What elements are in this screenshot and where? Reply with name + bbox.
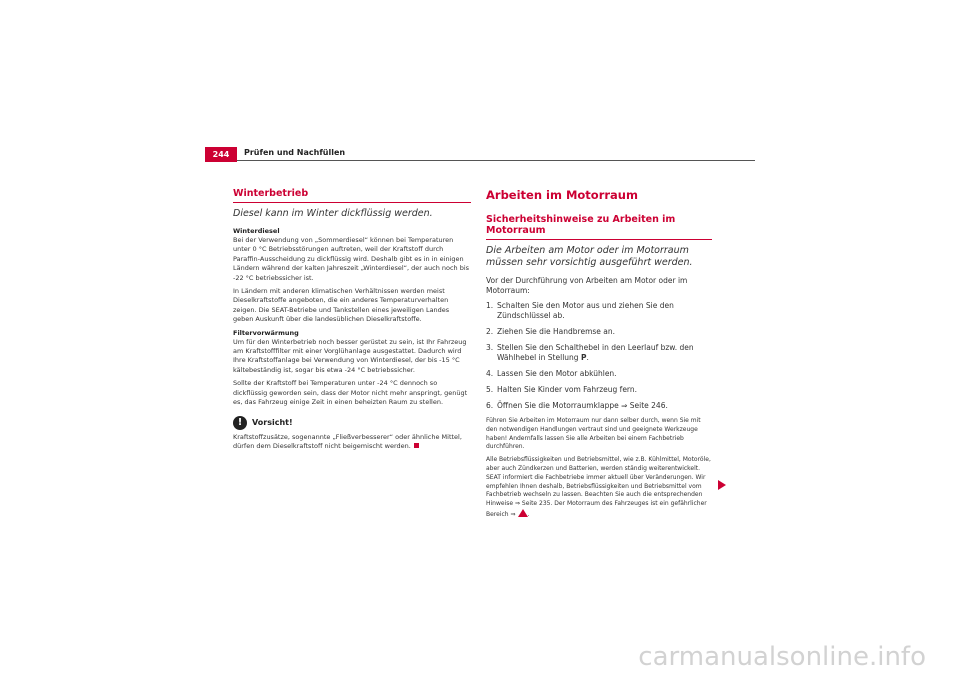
heading-winterdiesel: Winterdiesel [233, 227, 280, 235]
step-text-block [497, 343, 712, 363]
step-number: 1. [486, 301, 494, 310]
list-item [486, 343, 712, 363]
list-item [486, 369, 712, 379]
main-title: Arbeiten im Motorraum [486, 188, 638, 202]
heading-filtervorwaermung: Filtervorwärmung [233, 328, 299, 337]
section-title-winterbetrieb: Winterbetrieb [233, 188, 471, 203]
right-column [486, 188, 712, 524]
list-item [486, 327, 712, 337]
paragraph: Um für den Winterbetrieb noch besser gerüstet zu sein, ist Ihr Fahrzeug am Kraftstofffilter mit einer Vorglühanlage ausgestattet. Dadurch wird Ihre Kraftstoffanlage bei Verwendung von Winterdiesel, der bis -15 °C kältebeständig ist, sogar bis etwa -24 °C betriebssicher. [233, 337, 467, 374]
step-text: Schalten Sie den Motor aus und ziehen Sie den Zündschlüssel ab. [497, 301, 674, 320]
list-item [486, 385, 712, 395]
section-subtitle: Diesel kann im Winter dickflüssig werden. [233, 208, 433, 219]
list-item [486, 301, 712, 321]
section-subtitle: Die Arbeiten am Motor oder im Motorraum müssen sehr vorsichtig ausgeführt werden. [486, 245, 693, 268]
step-text: Halten Sie Kinder vom Fahrzeug fern. [497, 385, 638, 394]
warning-triangle-icon [518, 509, 528, 517]
paragraph: In Ländern mit anderen klimatischen Verhältnissen werden meist Dieselkraftstoffe angeboten, die ein anderes Temperaturverhalten zeigen. Die SEAT-Betriebe und Tankstellen eines jeweiligen Landes geben Auskunft über die landesüblichen Dieselkraftstoffe. [233, 287, 450, 324]
caution-header [233, 416, 471, 430]
step-list [486, 301, 712, 411]
intro-text: Vor der Durchführung von Arbeiten am Motor oder im Motorraum: [486, 276, 688, 295]
chapter-title: Prüfen und Nachfüllen [244, 148, 346, 157]
step-text: Öffnen Sie die Motorraumklappe ⇒ Seite 246. [497, 401, 668, 410]
step-number: 2. [486, 327, 494, 336]
paragraph-block: Alle Betriebsflüssigkeiten und Betriebsmittel, wie z.B. Kühlmittel, Motoröle, aber auch Zündkerzen und Batterien, werden ständig weiterentwickelt. SEAT informiert die Fachbetriebe immer aktuell über Veränderungen. Wir empfehlen Ihnen deshalb, Betriebsflüssigkeiten und Betriebsmittel vom Fachbetrieb wechseln zu lassen. Beachten Sie auch die entsprechenden Hinweise ⇒ Seite 235. Der Motorraum des Fahrzeuges ist ein gefährlicher Bereich ⇒ . [486, 456, 711, 518]
paragraph: Bei der Verwendung von „Sommerdiesel“ können bei Temperaturen unter 0 °C Betriebsstörungen auftreten, weil der Kraftstoff durch Paraffin-Ausscheidung zu dickflüssig wird. Deshalb gibt es in in einigen Ländern während der kalten Jahreszeit „Winterdiesel“, der auch noch bis -22 °C betriebssicher ist. [233, 236, 470, 282]
gear-position: P [580, 353, 587, 362]
end-marker-icon [414, 443, 419, 448]
step-number: 4. [486, 369, 494, 378]
continue-arrow-icon [718, 480, 726, 490]
caution-title: Vorsicht! [252, 418, 293, 427]
step-text: Lassen Sie den Motor abkühlen. [497, 369, 617, 378]
caution-text-block [233, 433, 471, 452]
paragraph: Sollte der Kraftstoff bei Temperaturen unter -24 °C dennoch so dickflüssig geworden sein, dass der Motor nicht mehr anspringt, genügt es, das Fahrzeug einige Zeit in einen beheizten Raum zu stellen. [233, 379, 468, 407]
step-number: 5. [486, 385, 494, 394]
list-item [486, 401, 712, 411]
exclamation-icon: ! [233, 416, 247, 430]
step-number: 3. [486, 343, 494, 352]
step-number: 6. [486, 401, 494, 410]
paragraph: Alle Betriebsflüssigkeiten und Betriebsmittel, wie z.B. Kühlmittel, Motoröle, aber auch Zündkerzen und Batterien, werden ständig weiterentwickelt. SEAT informiert die Fachbetriebe immer aktuell über Veränderungen. Wir empfehlen Ihnen deshalb, Betriebsflüssigkeiten und Betriebsmittel vom Fachbetrieb wechseln zu lassen. Beachten Sie auch die entsprechenden Hinweise ⇒ Seite 235. Der Motorraum des Fahrzeuges ist ein gefährlicher Bereich ⇒ [486, 456, 711, 518]
watermark: carmanualsonline.info [638, 642, 926, 672]
step-text: Stellen Sie den Schalthebel in den Leerlauf bzw. den Wählhebel in Stellung [497, 343, 694, 362]
left-column [233, 188, 471, 455]
step-text-end: . [586, 353, 589, 362]
header-divider [237, 160, 755, 161]
paragraph: Führen Sie Arbeiten im Motorraum nur dann selber durch, wenn Sie mit den notwendigen Handlungen vertraut sind und geeignete Werkzeuge haben! Andernfalls lassen Sie alle Arbeiten bei einem Fachbetrieb durchführen. [486, 417, 701, 451]
caution-text: Kraftstoffzusätze, sogenannte „Fließverbesserer“ oder ähnliche Mittel, dürfen dem Dieselkraftstoff nicht beigemischt werden. [233, 432, 462, 450]
section-title-safety: Sicherheitshinweise zu Arbeiten im Motorraum [486, 214, 712, 240]
step-text: Ziehen Sie die Handbremse an. [497, 327, 616, 336]
page-number: 244 [205, 147, 237, 162]
